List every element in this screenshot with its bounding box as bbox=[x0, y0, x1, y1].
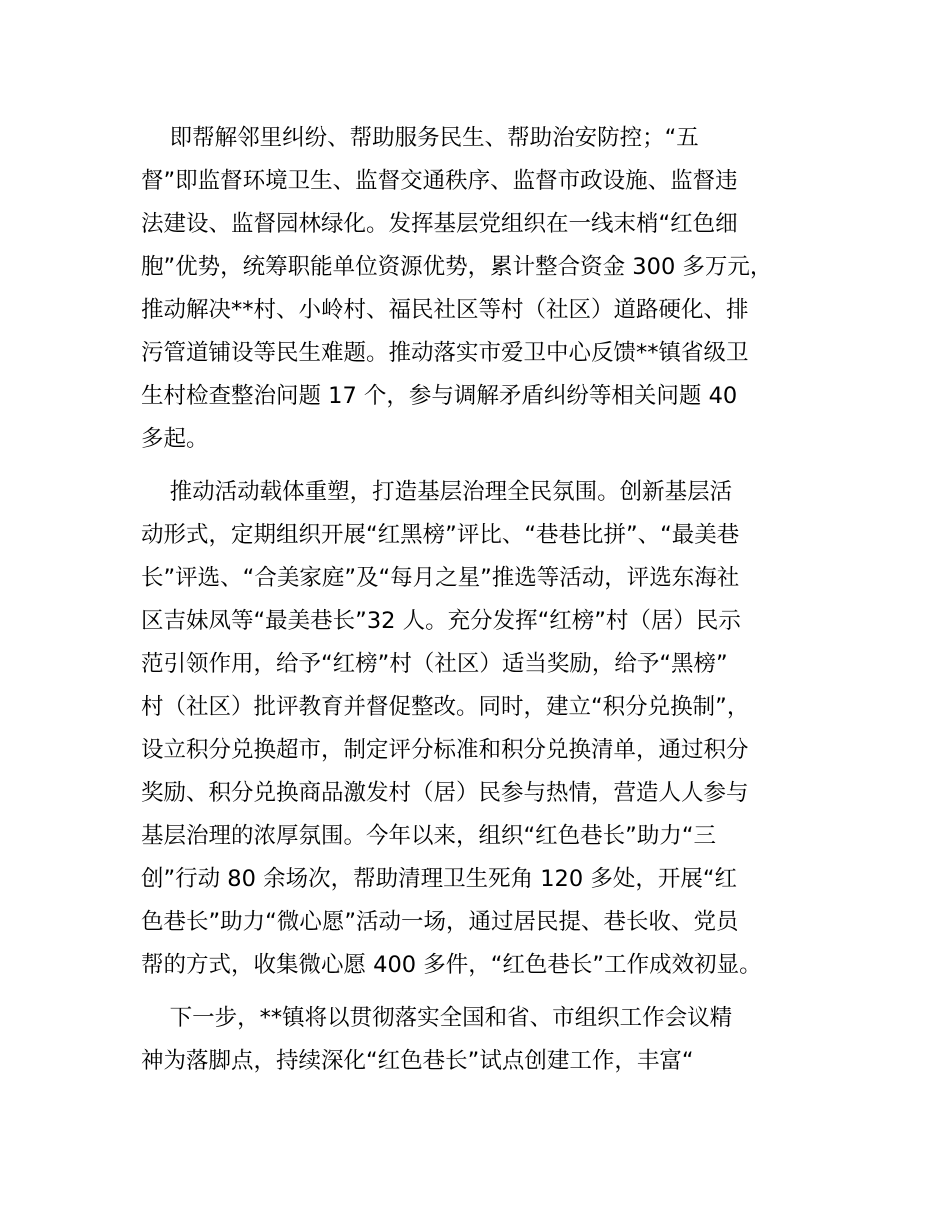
text-line: 推动活动载体重塑，打造基层治理全民氛围。创新基层活 bbox=[141, 479, 733, 505]
text-line: 推动解决**村、小岭村、福民社区等村（社区）道路硬化、排 bbox=[141, 297, 749, 323]
text-line: 神为落脚点，持续深化“红色巷长”试点创建工作，丰富“ bbox=[141, 1048, 694, 1074]
text-line: 创”行动 80 余场次，帮助清理卫生死角 120 多处，开展“红 bbox=[141, 866, 737, 892]
text-line: 范引领作用，给予“红榜”村（社区）适当奖励，给予“黑榜” bbox=[141, 651, 728, 677]
text-line: 长”评选、“合美家庭”及“每月之星”推选等活动，评选东海社 bbox=[141, 565, 740, 591]
text-line: 动形式，定期组织开展“红黑榜”评比、“巷巷比拼”、“最美巷 bbox=[141, 522, 740, 548]
text-line: 色巷长”助力“微心愿”活动一场，通过居民提、巷长收、党员 bbox=[141, 909, 739, 935]
text-line: 帮的方式，收集微心愿 400 多件，“红色巷长”工作成效初显。 bbox=[141, 952, 762, 978]
text-line: 污管道铺设等民生难题。推动落实市爱卫中心反馈**镇省级卫 bbox=[141, 340, 749, 366]
text-line: 生村检查整治问题 17 个，参与调解矛盾纠纷等相关问题 40 bbox=[141, 383, 738, 409]
text-line: 村（社区）批评教育并督促整改。同时，建立“积分兑换制”， bbox=[141, 694, 750, 720]
paragraph-2 bbox=[141, 471, 841, 987]
text-line: 奖励、积分兑换商品激发村（居）民参与热情，营造人人参与 bbox=[141, 780, 749, 806]
text-line: 多起。 bbox=[141, 426, 209, 452]
paragraph-1 bbox=[141, 117, 841, 461]
text-line: 督”即监督环境卫生、监督交通秩序、监督市政设施、监督违 bbox=[141, 168, 738, 194]
text-line: 法建设、监督园林绿化。发挥基层党组织在一线末梢“红色细 bbox=[141, 211, 738, 237]
text-line: 下一步，**镇将以贯彻落实全国和省、市组织工作会议精 bbox=[141, 1005, 733, 1031]
paragraph-3 bbox=[141, 997, 841, 1083]
document-body bbox=[141, 117, 841, 1093]
text-line: 胞”优势，统筹职能单位资源优势，累计整合资金 300 多万元， bbox=[141, 254, 773, 280]
text-line: 区吉妹凤等“最美巷长”32 人。充分发挥“红榜”村（居）民示 bbox=[141, 608, 741, 634]
text-line: 即帮解邻里纠纷、帮助服务民生、帮助治安防控；“五 bbox=[141, 125, 699, 151]
text-line: 设立积分兑换超市，制定评分标准和积分兑换清单，通过积分 bbox=[141, 737, 749, 763]
text-line: 基层治理的浓厚氛围。今年以来，组织“红色巷长”助力“三 bbox=[141, 823, 716, 849]
